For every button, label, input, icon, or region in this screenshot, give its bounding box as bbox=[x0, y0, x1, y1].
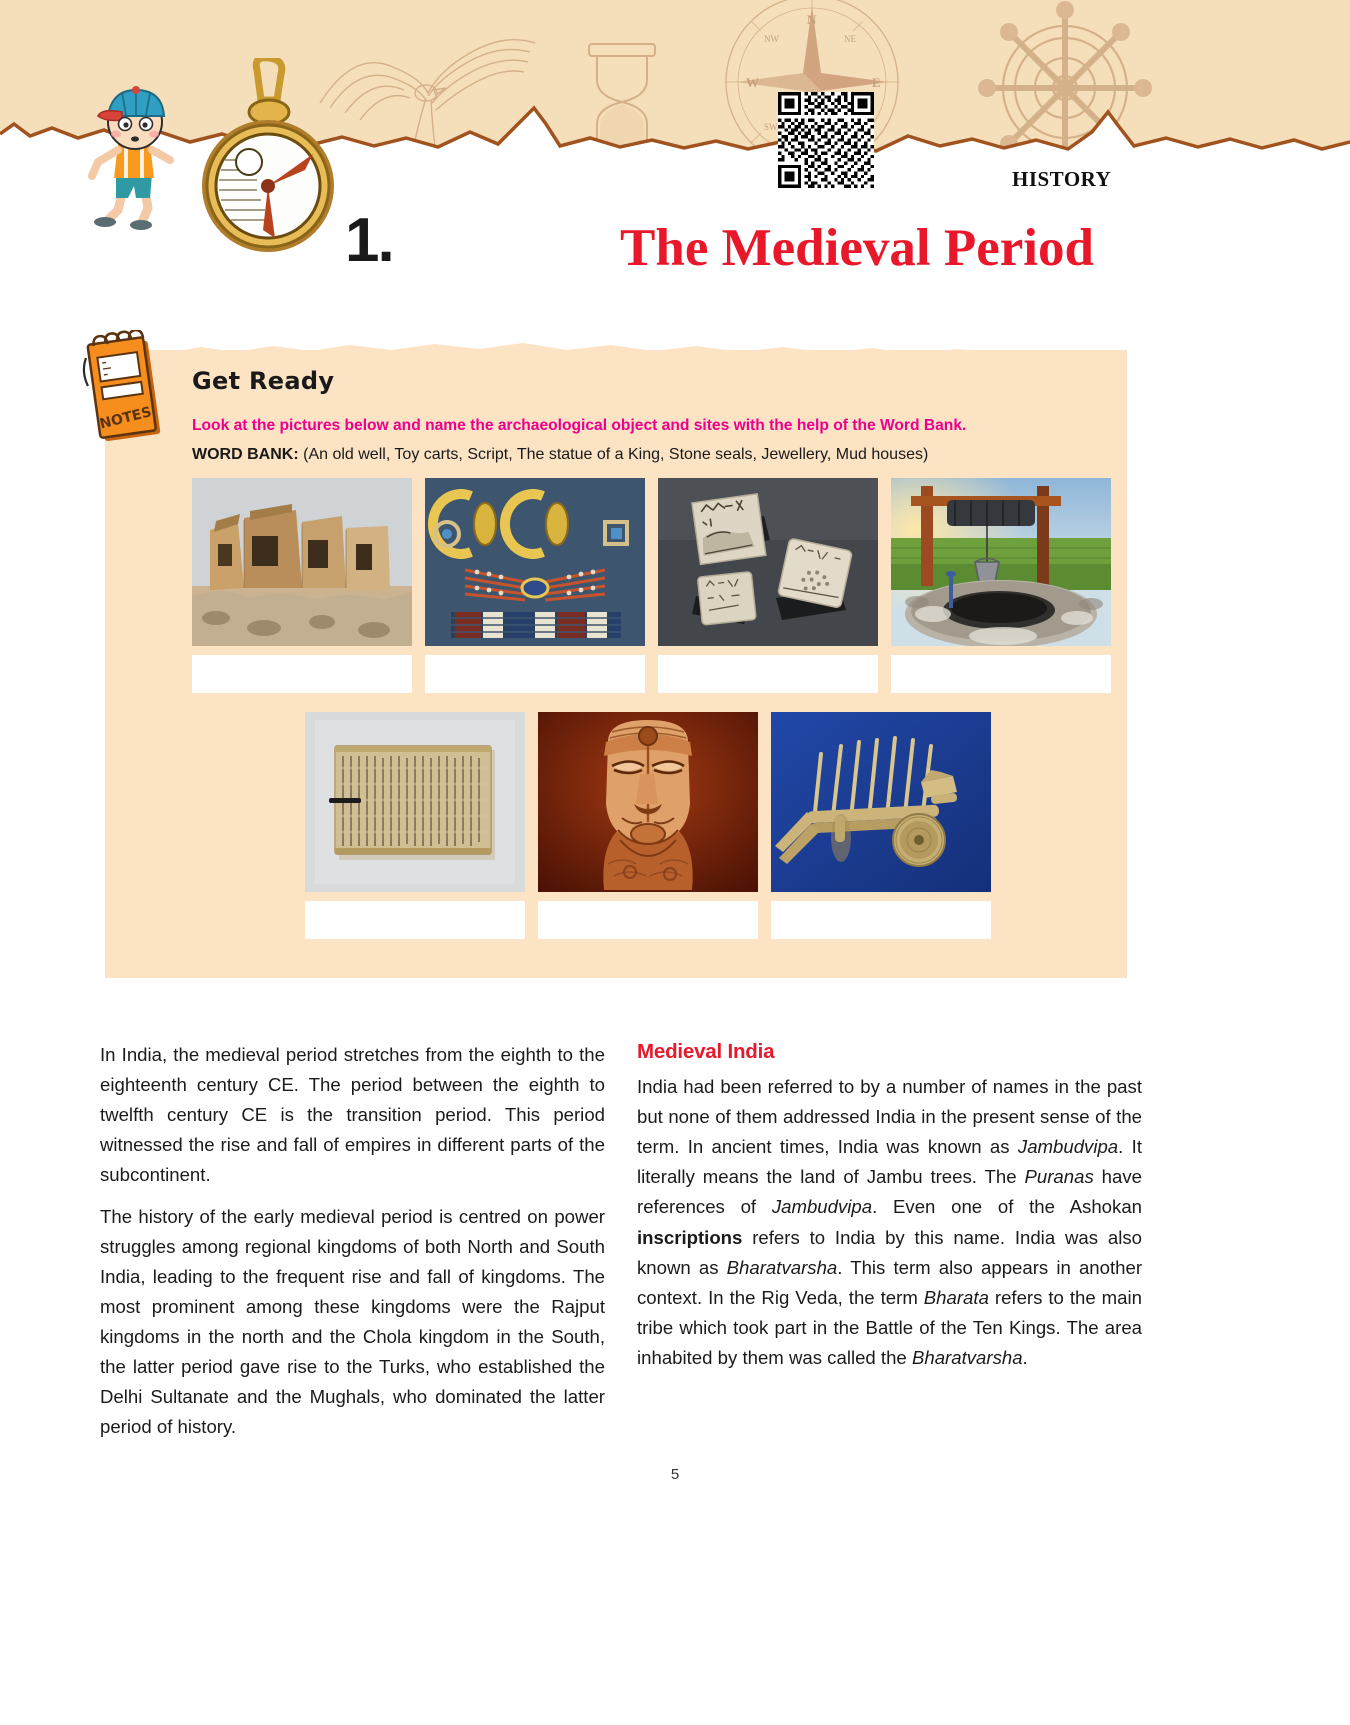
old-well-photo bbox=[891, 478, 1111, 646]
get-ready-title: Get Ready bbox=[192, 367, 335, 395]
picture-item-jewellery bbox=[425, 478, 645, 693]
svg-text:NOTES: NOTES bbox=[98, 404, 154, 433]
picture-item-mud-houses bbox=[192, 478, 412, 693]
left-column bbox=[100, 1040, 605, 1442]
word-bank-label: WORD BANK: bbox=[192, 446, 299, 463]
right-column bbox=[637, 1040, 1142, 1442]
svg-text:E: E bbox=[872, 75, 881, 90]
right-paragraph-1: India had been referred to by a number of names in the past but none of them addressed India in the present sense of the term. In ancient times, India was known as Jambudvipa. It literally means the land of Jambu trees. The Puranas have references of Jambudvipa. Even one of the Ashokan inscriptions refers to India by this name. India was also known as Bharatvarsha. This term also appears in another context. In the Rig Veda, the term Bharata refers to the main tribe which took part in the Battle of the Ten Kings. The area inhabited by them was called the Bharatvarsha. bbox=[637, 1076, 1143, 1368]
notepad-icon bbox=[80, 330, 172, 448]
svg-text:NE: NE bbox=[844, 34, 856, 44]
jewellery-photo bbox=[425, 478, 645, 646]
mud-houses-photo bbox=[192, 478, 412, 646]
svg-text:N: N bbox=[807, 12, 817, 27]
left-paragraph-2: The history of the early medieval period is centred on power struggles among regional kingdoms of both North and South India, leading to the frequent rise and fall of kingdoms. The most prominent among these kingdoms were the Rajput kingdoms in the north and the Chola kingdom in the South, the latter period gave rise to the Turks, who established the Delhi Sultanate and the Mughals, who dominated the latter period of history. bbox=[100, 1205, 605, 1438]
answer-box-6[interactable] bbox=[538, 901, 758, 939]
picture-item-old-well bbox=[891, 478, 1111, 693]
statue-of-king-photo bbox=[538, 712, 758, 892]
subject-label: HISTORY bbox=[1012, 167, 1112, 191]
body-columns bbox=[0, 1040, 1350, 1442]
svg-text:W: W bbox=[746, 75, 759, 90]
left-paragraph-1: In India, the medieval period stretches from the eighth to the eighteenth century CE. The period between the eighth to twelfth century CE is the transition period. This period witnessed the rise and fall of empires in different parts of the subcontinent. bbox=[100, 1044, 605, 1186]
chapter-number: 1. bbox=[345, 206, 393, 275]
picture-item-stone-seals bbox=[658, 478, 878, 693]
picture-item-statue-of-king bbox=[538, 712, 758, 939]
panel-bottom-torn-edge bbox=[105, 962, 1127, 986]
picture-row-2 bbox=[305, 712, 991, 939]
answer-box-7[interactable] bbox=[771, 901, 991, 939]
word-bank bbox=[192, 446, 1122, 464]
get-ready-instruction: Look at the pictures below and name the archaeological object and sites with the help of the Word Bank. bbox=[192, 417, 967, 434]
kid-mascot-icon bbox=[78, 82, 208, 230]
panel-top-torn-edge bbox=[105, 338, 1127, 358]
toy-cart-photo bbox=[771, 712, 991, 892]
qr-code-icon[interactable] bbox=[778, 92, 874, 188]
stone-seals-photo bbox=[658, 478, 878, 646]
answer-box-1[interactable] bbox=[192, 655, 412, 693]
word-bank-items: (An old well, Toy carts, Script, The statue of a King, Stone seals, Jewellery, Mud houses) bbox=[303, 446, 929, 463]
section-heading-medieval-india: Medieval India bbox=[637, 1040, 775, 1063]
answer-box-4[interactable] bbox=[891, 655, 1111, 693]
picture-item-script bbox=[305, 712, 525, 939]
script-manuscript-photo bbox=[305, 712, 525, 892]
page-number: 5 bbox=[670, 1466, 680, 1483]
answer-box-3[interactable] bbox=[658, 655, 878, 693]
picture-item-toy-cart bbox=[771, 712, 991, 939]
svg-text:NW: NW bbox=[764, 34, 779, 44]
svg-text:SW: SW bbox=[764, 122, 778, 132]
answer-box-5[interactable] bbox=[305, 901, 525, 939]
picture-row-1 bbox=[192, 478, 1111, 693]
stopwatch-icon bbox=[185, 58, 350, 258]
page-title: The Medieval Period bbox=[620, 219, 1094, 277]
answer-box-2[interactable] bbox=[425, 655, 645, 693]
